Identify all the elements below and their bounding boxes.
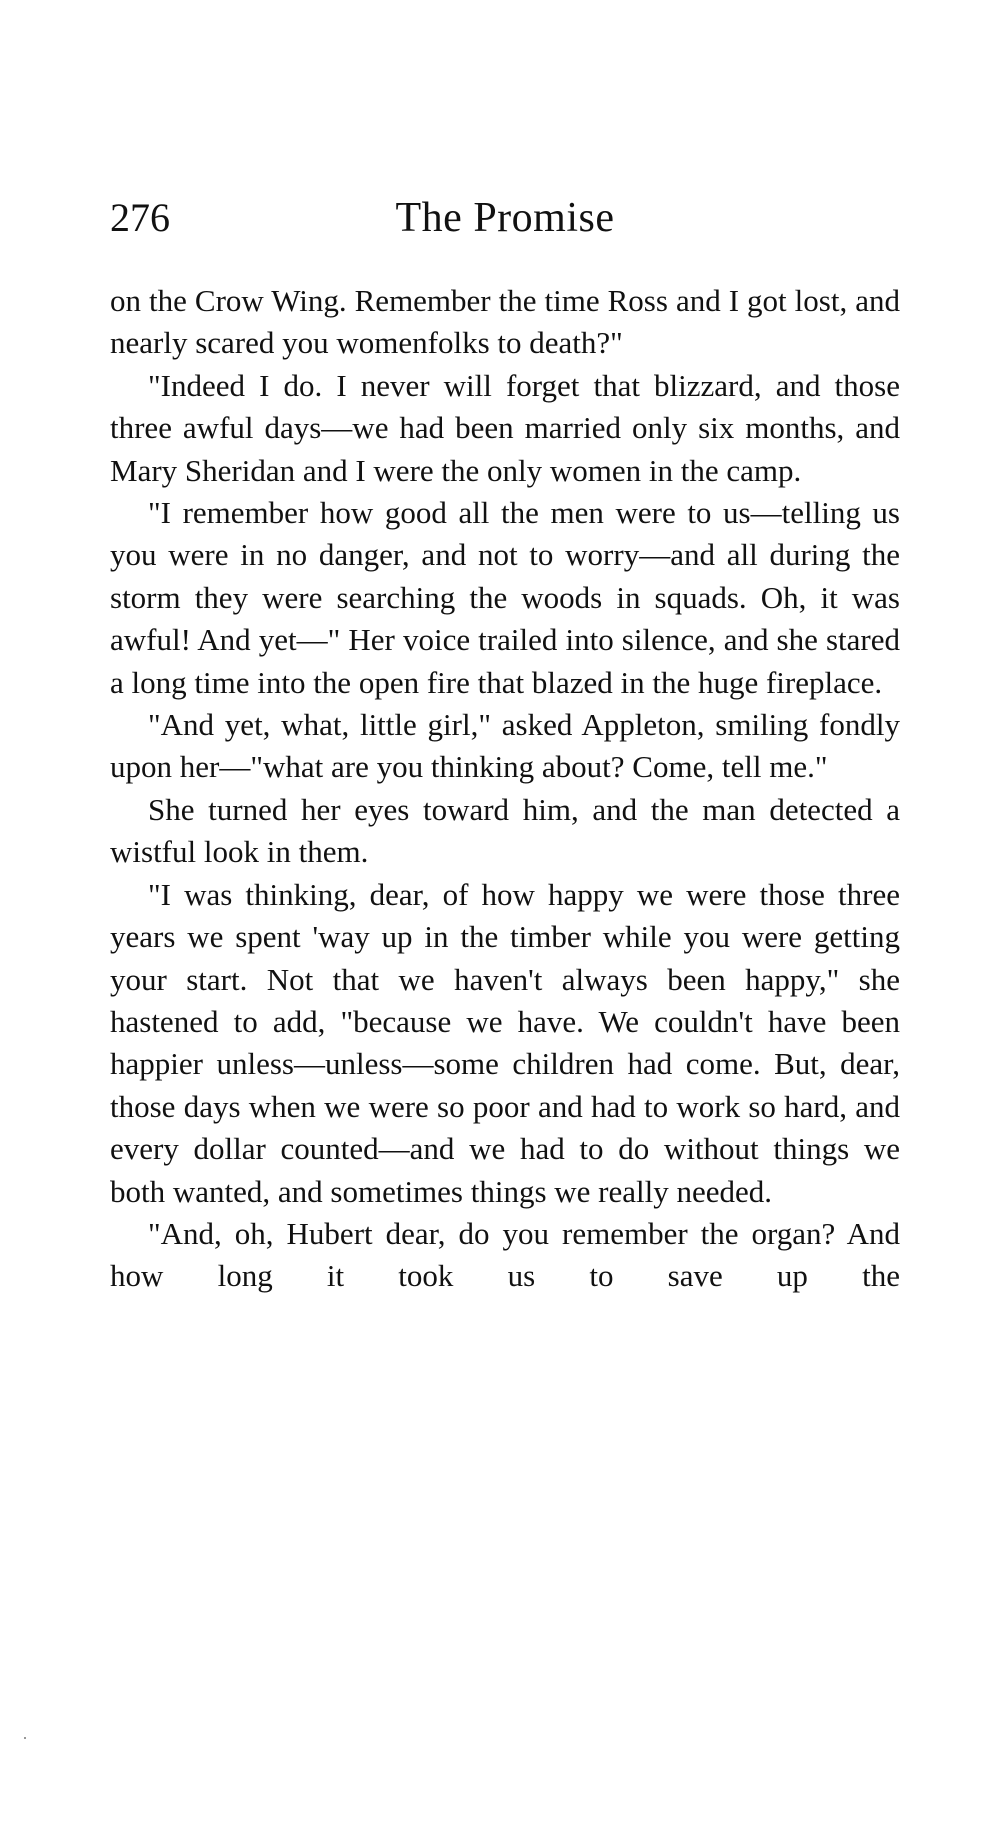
page-number: 276 [110,195,170,240]
paragraph: "And yet, what, little girl," asked Appleton, smiling fondly upon her—"what are you thinking about? Come, tell me." [110,707,900,785]
paragraph: "I was thinking, dear, of how happy we were those three years we spent 'way up in the timber while you were getting your start. Not that we haven't always been happy," she hastened to add, "because we have. We couldn't have been happier unless—unless—some children had come. But, dear, those days when we were so poor and had to work so hard, and every dollar counted—and we had to do without things we both wanted, and sometimes things we really needed. [110,876,900,1209]
paragraph: "And, oh, Hubert dear, do you remember the organ? And how long it took us to save up the [110,1215,900,1294]
running-title: The Promise [395,195,615,241]
paragraph: She turned her eyes toward him, and the man detected a wistful look in them. [110,791,900,870]
scan-speck [24,1737,26,1739]
page-header [110,188,900,248]
paragraph: on the Crow Wing. Remember the time Ross and I got lost, and nearly scared you womenfolks to death?" [110,283,900,361]
body-text [110,280,900,1298]
paragraph: "Indeed I do. I never will forget that blizzard, and those three awful days—we had been married only six months, and Mary Sheridan and I were the only women in the camp. [110,367,900,488]
paragraph: "I remember how good all the men were to us—telling us you were in no danger, and not to worry—and all during the storm they were searching the woods in squads. Oh, it was awful! And yet—" Her voice trailed into silence, and she stared a long time into the open fire that blazed in the huge fireplace. [110,495,900,700]
